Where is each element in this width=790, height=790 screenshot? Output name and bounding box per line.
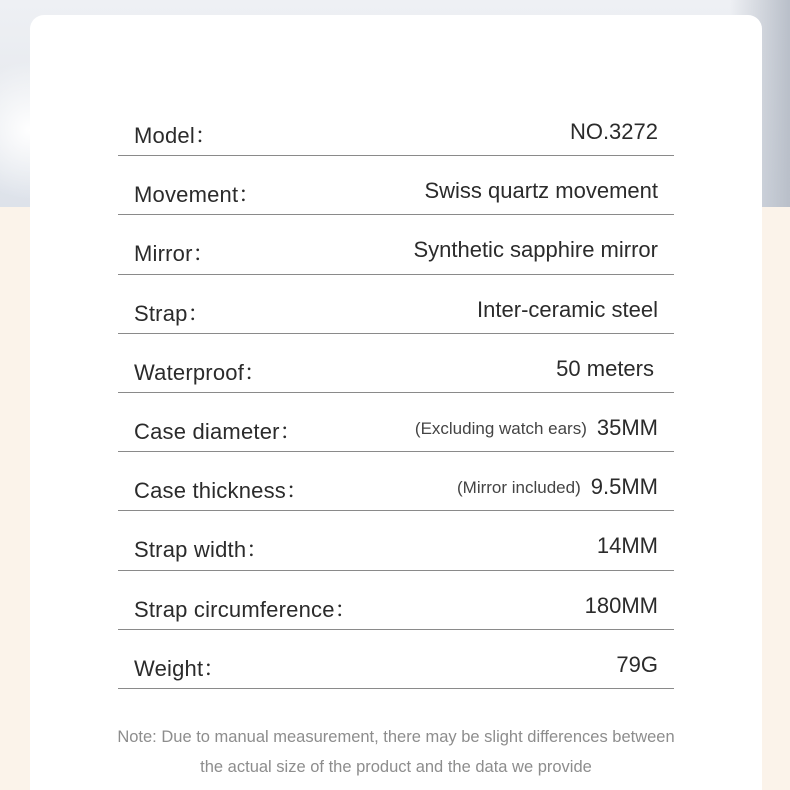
spec-row-case-diameter: [118, 393, 674, 452]
spec-label: Case diameter：: [134, 418, 302, 444]
spec-note: (Excluding watch ears): [414, 418, 587, 438]
spec-label: Strap circumference：: [134, 596, 357, 622]
spec-value: Swiss quartz movement: [424, 178, 658, 204]
spec-value: 79G: [616, 651, 658, 677]
spec-label: Strap width：: [134, 537, 269, 563]
spec-value: Inter-ceramic steel: [477, 296, 658, 322]
spec-value: NO.3272: [569, 119, 658, 144]
spec-row-model: [118, 97, 674, 156]
spec-value-group: [616, 652, 658, 678]
spec-label: Waterproof：: [134, 359, 267, 385]
footnote-line: Note: Due to manual measurement, there may be slight differences between: [117, 728, 675, 746]
spec-value: Synthetic sapphire mirror: [413, 237, 658, 263]
spec-value-group: [415, 415, 658, 441]
spec-label: Model：: [134, 123, 218, 148]
spec-label: Case thickness：: [134, 478, 309, 504]
spec-value-group: [556, 356, 654, 382]
spec-label: Movement：: [134, 182, 261, 208]
spec-label: Strap：: [134, 300, 210, 326]
spec-label: Weight：: [134, 655, 226, 681]
spec-value-group: [477, 297, 658, 323]
spec-row-case-thickness: [118, 452, 674, 511]
spec-row-strap: [118, 275, 674, 334]
spec-value-group: [457, 474, 658, 500]
spec-value: 9.5MM: [590, 474, 658, 500]
spec-value-group: [597, 533, 658, 559]
spec-row-mirror: [118, 215, 674, 274]
spec-value: 180MM: [584, 592, 658, 618]
spec-value-group: [424, 178, 658, 204]
spec-row-waterproof: [118, 334, 674, 393]
spec-label: Mirror：: [134, 241, 215, 267]
measurement-footnote: [30, 722, 762, 782]
footnote-line: the actual size of the product and the data we provide: [200, 758, 592, 776]
spec-value: 35MM: [596, 414, 658, 440]
spec-note: (Mirror included): [457, 478, 581, 498]
spec-row-weight: [118, 630, 674, 689]
spec-row-strap-circumference: [118, 571, 674, 630]
spec-row-movement: [118, 156, 674, 215]
spec-list: [118, 97, 674, 689]
spec-value: 14MM: [596, 533, 658, 559]
spec-row-strap-width: [118, 511, 674, 570]
spec-card: [30, 15, 762, 790]
spec-value-group: [585, 593, 658, 619]
spec-value: 50 meters: [556, 355, 654, 381]
spec-value-group: [413, 237, 658, 263]
spec-value-group: [570, 119, 658, 145]
